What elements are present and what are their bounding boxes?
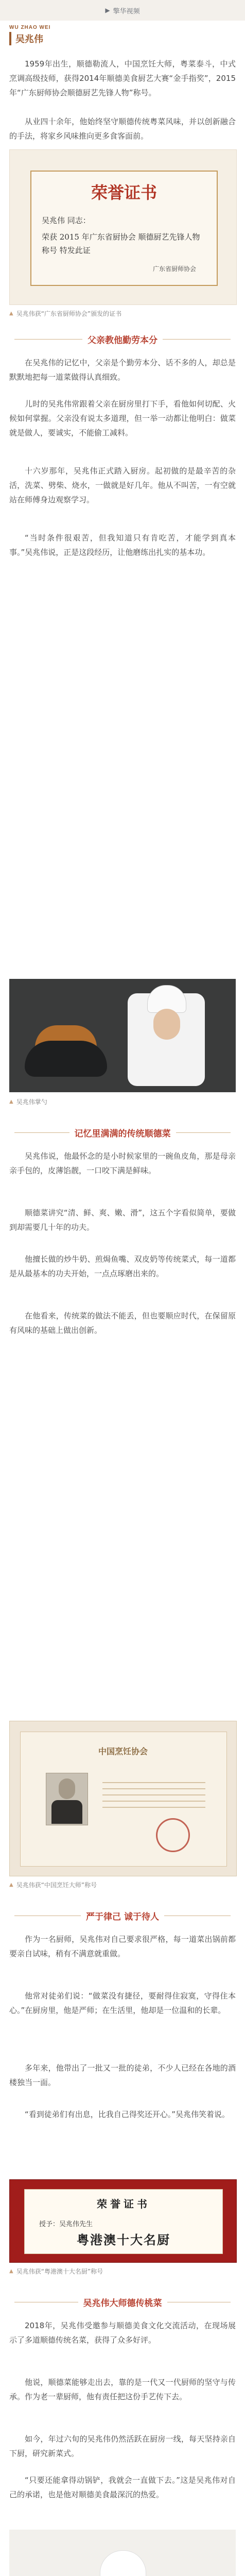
photo-2-chef-hat: [100, 2550, 146, 2576]
section-4-paragraph-2: 他说，顺德菜能够走出去，靠的是一代又一代厨师的坚守与传承。作为老一辈厨师，他有责任把这份手艺传下去。: [9, 2378, 236, 2401]
section-1-title: [9, 330, 236, 348]
name-row: [9, 25, 236, 45]
photo-1-chef: [128, 993, 205, 1086]
certificate-2-photo-body: [51, 1800, 82, 1824]
certificate-3-paper: [24, 2189, 223, 2254]
certificate-1: [9, 149, 237, 305]
certificate-2-text-line: [102, 1788, 205, 1789]
photo-1: [9, 979, 236, 1092]
name-en: WU ZHAO WEI: [9, 25, 51, 30]
certificate-2-text-line: [102, 1801, 205, 1802]
section-2-title: [9, 1123, 236, 1142]
section-2-paragraph-3: 他擅长做的炒牛奶、煎焗鱼嘴、双皮奶等传统菜式，每一道都是从最基本的功夫开始，一点点琢磨出来的。: [9, 1255, 236, 1278]
section-4-paragraph-1: 2018年，吴兆伟受邀参与顺德美食文化交流活动，在现场展示了多道顺德传统名菜，获得了众多好评。: [9, 2321, 236, 2345]
certificate-2-caption-text: 吴兆伟获“中国烹饪大师”称号: [16, 1882, 97, 1889]
section-3-paragraph-1: 作为一名厨师，吴兆伟对自己要求很严格，每一道菜出锅前都要亲自试味，稍有不满意就重做。: [9, 1935, 236, 1958]
certificate-3-caption-text: 吴兆伟获“粤港澳十大名厨”称号: [16, 2268, 103, 2275]
section-1-divider-right: [163, 339, 231, 340]
intro-paragraph-1: 1959年出生，顺德勒流人，中国烹饪大师，粤菜泰斗，中式烹调高级技师，获得2014年顺德美食厨艺大赛“金手指奖”，2015年“广东厨师协会顺德厨艺先锋人物”称号。: [9, 59, 236, 97]
caption-triangle-icon: ▲: [9, 2268, 13, 2274]
certificate-3-award: 粤港澳十大名厨: [77, 2232, 170, 2247]
certificate-2-photo: [46, 1773, 88, 1825]
section-1-paragraph-3: 十六岁那年，吴兆伟正式踏入厨房。起初做的是最辛苦的杂活，洗菜、劈柴、烧水，一做就是好几年。他从不叫苦，一有空就站在师傅身边观察学习。: [9, 466, 236, 504]
certificate-2-text-line: [102, 1782, 205, 1783]
certificate-1-title: 荣誉证书: [91, 183, 157, 202]
photo-1-chef-face: [153, 1009, 180, 1040]
certificate-2-text-line: [102, 1794, 205, 1795]
banner-label: 擎华视频: [113, 7, 140, 15]
name-cn: 吴兆伟: [9, 32, 43, 45]
section-1-divider-left: [14, 339, 82, 340]
certificate-1-caption-text: 吴兆伟获“广东省厨师协会”颁发的证书: [16, 310, 122, 317]
section-1-paragraph-4: “当时条件很艰苦，但我知道只有肯吃苦，才能学到真本事。”吴兆伟说，正是这段经历，让他磨练出扎实的基本功。: [9, 533, 236, 557]
section-2-paragraph-1: 吴兆伟说，他最怀念的是小时候家里的一碗鱼皮角，那是母亲亲手包的，皮薄馅靓，一口咬下满是鲜味。: [9, 1151, 236, 1175]
section-1-title-text: 父亲教他勤劳本分: [87, 335, 157, 346]
section-1-paragraph-2: 儿时的吴兆伟常跟着父亲在厨房里打下手，看他如何切配、火候如何掌握。父亲没有说太多道理，但一举一动都让他明白：做菜就是做人，要诚实，不能偷工减料。: [9, 399, 236, 437]
caption-triangle-icon: ▲: [9, 311, 13, 316]
play-icon: ▶: [105, 7, 110, 14]
section-4-title-text: 吴兆伟大师德传桃菜: [83, 2298, 162, 2309]
certificate-1-line-1: 吴兆伟 同志：: [42, 216, 91, 225]
certificate-3-title: 荣誉证书: [97, 2198, 150, 2210]
section-4-paragraph-4: “只要还能拿得动锅铲，我就会一直做下去。”这是吴兆伟对自己的承诺，也是他对顺德美食最深沉的热爱。: [9, 2476, 236, 2499]
top-banner[interactable]: [0, 0, 245, 21]
section-3-title-text: 严于律己 诚于待人: [86, 1911, 159, 1922]
section-2-title-text: 记忆里满满的传统顺德菜: [74, 1128, 171, 1139]
section-2-paragraph-2: 顺德菜讲究“清、鲜、爽、嫩、滑”，这五个字看似简单，要做到却需要几十年的功夫。: [9, 1208, 236, 1232]
certificate-2-caption: [9, 1880, 236, 1890]
section-2-paragraph-4: 在他看来，传统菜的做法不能丢，但也要顺应时代，在保留原有风味的基础上做出创新。: [9, 1311, 236, 1335]
certificate-2-stamp: [156, 1818, 190, 1852]
certificate-1-paper: [30, 171, 218, 286]
certificate-2-text-line: [102, 1807, 205, 1808]
section-2-divider-right: [176, 1132, 231, 1133]
certificate-3-caption: [9, 2267, 236, 2276]
photo-1-pan: [25, 1041, 107, 1077]
photo-1-caption-text: 吴兆伟掌勺: [16, 1098, 47, 1106]
section-4-title: [9, 2293, 236, 2311]
certificate-3: [9, 2179, 237, 2263]
caption-triangle-icon: ▲: [9, 1099, 13, 1105]
certificate-1-caption: [9, 309, 236, 318]
certificate-2-title: 中国烹饪协会: [98, 1747, 148, 1756]
certificate-2-text-lines: [102, 1777, 205, 1813]
certificate-2: [9, 1721, 237, 1876]
section-2-divider-left: [14, 1132, 69, 1133]
section-3-paragraph-4: “看到徒弟们有出息，比我自己得奖还开心。”吴兆伟笑着说。: [25, 2110, 230, 2119]
photo-1-caption: [9, 1097, 236, 1107]
section-4-paragraph-3: 如今，年过六旬的吴兆伟仍然活跃在厨房一线，每天坚持亲自下厨，研究新菜式。: [9, 2434, 236, 2458]
section-3-paragraph-3: 多年来，他带出了一批又一批的徒弟，不少人已经在各地的酒楼独当一面。: [9, 2063, 236, 2087]
section-3-title: [9, 1906, 236, 1925]
intro-paragraph-2: 从业四十余年，他始终坚守顺德传统粤菜风味，并以创新融合的手法，将家乡风味推向更多食客面前。: [9, 117, 236, 141]
section-1-paragraph-1: 在吴兆伟的记忆中，父亲是个勤劳本分、话不多的人，却总是默默地把每一道菜做得认真细致。: [9, 358, 236, 382]
certificate-2-photo-head: [59, 1778, 75, 1799]
certificate-1-line-2: 荣获 2015 年广东省厨协会 顺德厨艺先锋人物称号 特发此证: [42, 232, 200, 255]
section-3-paragraph-2: 他常对徒弟们说：“做菜没有捷径，要耐得住寂寞，守得住本心。”在厨房里，他是严师；在生活里，他却是一位温和的长辈。: [9, 1991, 236, 2015]
certificate-1-line-3: 广东省厨师协会: [152, 265, 196, 273]
certificate-3-recipient: 授予：吴兆伟先生: [39, 2221, 93, 2228]
caption-triangle-icon: ▲: [9, 1882, 13, 1888]
photo-2: [9, 2530, 236, 2576]
